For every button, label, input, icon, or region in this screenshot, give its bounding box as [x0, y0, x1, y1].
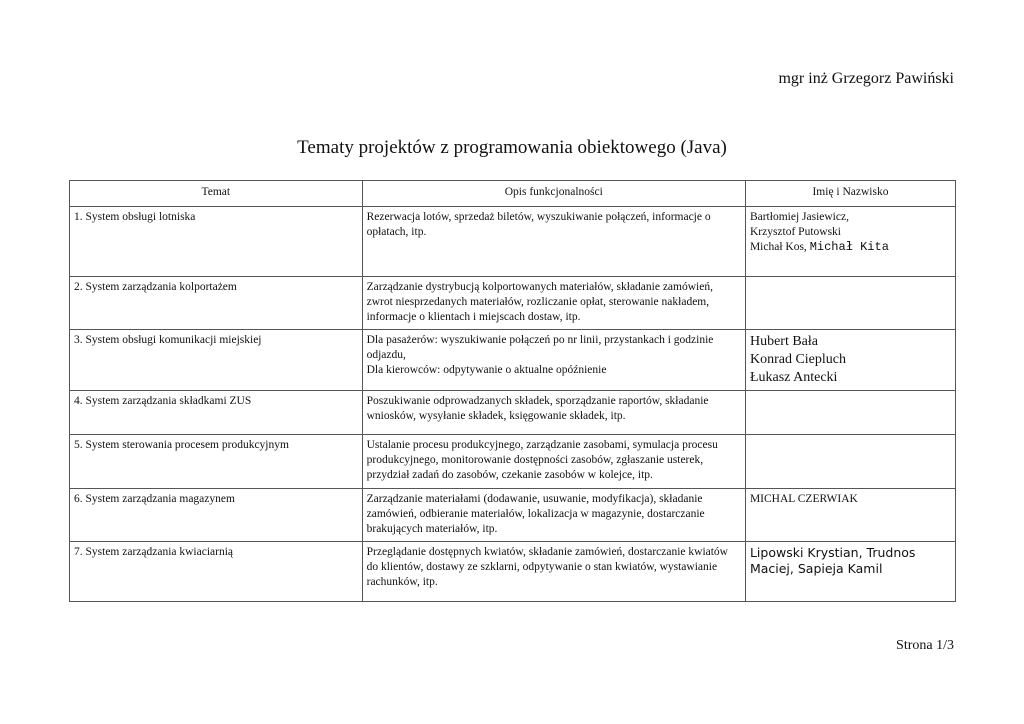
names-cell — [745, 330, 955, 391]
topic-cell: 7. System zarządzania kwiaciarnią — [70, 542, 363, 602]
student-name: Łukasz Antecki — [749, 370, 838, 385]
table-row — [70, 207, 956, 277]
description-cell: Poszukiwanie odprowadzanych składek, sporządzanie raportów, składanie wniosków, wysyłanie składek, księgowanie składek, itp. — [362, 391, 745, 435]
description-cell: Przeglądanie dostępnych kwiatów, składanie zamówień, dostarczanie kwiatów do klientów, dostawy ze szklarni, odpytywanie o stan kwiatów, wystawianie rachunków, itp. — [362, 542, 745, 602]
names-cell — [745, 489, 955, 542]
student-name: Konrad Ciepluch — [749, 352, 846, 367]
topics-table — [69, 180, 956, 602]
table-row — [70, 489, 956, 542]
student-name: Bartłomiej Jasiewicz, — [749, 211, 849, 223]
author-name: mgr inż Grzegorz Pawiński — [778, 70, 954, 87]
names-cell — [745, 277, 955, 330]
header-topic: Temat — [70, 181, 363, 207]
topic-cell: 1. System obsługi lotniska — [70, 207, 363, 277]
names-cell — [745, 391, 955, 435]
header-names: Imię i Nazwisko — [745, 181, 955, 207]
student-name-line — [750, 240, 951, 255]
topic-cell: 2. System zarządzania kolportażem — [70, 277, 363, 330]
description-cell: Rezerwacja lotów, sprzedaż biletów, wyszukiwanie połączeń, informacje o opłatach, itp. — [362, 207, 745, 277]
description-cell: Ustalanie procesu produkcyjnego, zarządzanie zasobami, symulacja procesu produkcyjnego, monitorowanie dostępności zasobów, zgłaszanie usterek, przydział zadań do zasobów, czekanie zasobów w kolejce, itp. — [362, 435, 745, 489]
names-cell: Lipowski Krystian, Trudnos Maciej, Sapieja Kamil — [745, 542, 955, 602]
student-name: Krzysztof Putowski — [749, 226, 841, 238]
table-row — [70, 435, 956, 489]
description-cell — [362, 330, 745, 391]
topic-cell: 4. System zarządzania składkami ZUS — [70, 391, 363, 435]
page-number: Strona 1/3 — [896, 638, 954, 653]
names-cell — [745, 207, 955, 277]
table-row — [70, 330, 956, 391]
table-header-row — [70, 181, 956, 207]
topic-cell: 6. System zarządzania magazynem — [70, 489, 363, 542]
student-name: Michał Kos, — [749, 241, 807, 253]
topic-cell: 5. System sterowania procesem produkcyjnym — [70, 435, 363, 489]
document-title: Tematy projektów z programowania obiektowego (Java) — [297, 137, 727, 158]
header-description: Opis funkcjonalności — [362, 181, 745, 207]
table-row — [70, 391, 956, 435]
student-name: Hubert Bała — [749, 334, 818, 349]
description-line: Dla kierowców: odpytywanie o aktualne opóźnienie — [366, 364, 607, 376]
topic-cell: 3. System obsługi komunikacji miejskiej — [70, 330, 363, 391]
description-line: Dla pasażerów: wyszukiwanie połączeń po nr linii, przystankach i godzinie odjazdu, — [366, 334, 714, 361]
description-cell: Zarządzanie dystrybucją kolportowanych materiałów, składanie zamówień, zwrot niesprzedanych materiałów, rozliczanie opłat, sterowanie nakładem, informacje o klientach i miejscach dostaw, itp. — [362, 277, 745, 330]
names-cell — [745, 435, 955, 489]
table-row — [70, 542, 956, 602]
student-name: MICHAL CZERWIAK — [749, 493, 858, 505]
student-name: Michał Kita — [809, 240, 889, 254]
description-cell: Zarządzanie materiałami (dodawanie, usuwanie, modyfikacja), składanie zamówień, odbieranie materiałów, lokalizacja w magazynie, dostarczanie brakujących materiałów, itp. — [362, 489, 745, 542]
table-row — [70, 277, 956, 330]
